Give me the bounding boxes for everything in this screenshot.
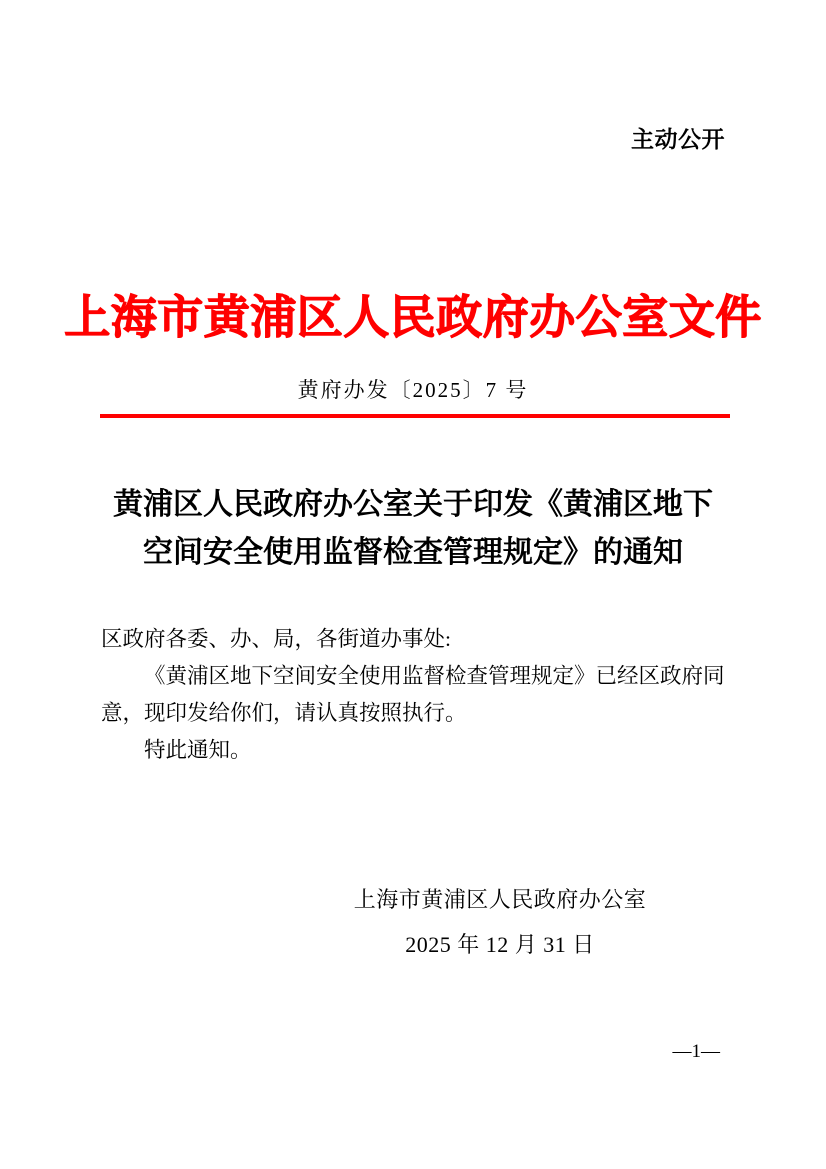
signer-name: 上海市黄浦区人民政府办公室 xyxy=(353,887,647,912)
page-number: —1— xyxy=(672,1041,720,1062)
paragraph-line: 意，现印发给你们，请认真按照执行。 xyxy=(101,701,467,725)
paragraph-line: 《黄浦区地下空间安全使用监督检查管理规定》已经区政府同 xyxy=(144,664,725,688)
issue-date: 2025 年 12 月 31 日 xyxy=(405,932,595,957)
document-title xyxy=(100,481,726,577)
doc-number: 黄府办发〔2025〕7 号 xyxy=(297,378,529,402)
document-body xyxy=(101,621,731,769)
masthead-title: 上海市黄浦区人民政府办公室文件 xyxy=(64,292,762,343)
document-title-line-1: 黄浦区人民政府办公室关于印发《黄浦区地下 xyxy=(113,488,713,521)
closing-phrase: 特此通知。 xyxy=(144,738,252,762)
document-title-line-2: 空间安全使用监督检查管理规定》的通知 xyxy=(143,536,683,569)
red-separator-line xyxy=(100,414,730,418)
disclosure-label: 主动公开 xyxy=(631,126,725,152)
salutation: 区政府各委、办、局，各街道办事处: xyxy=(101,627,451,651)
signature-block xyxy=(340,877,660,967)
